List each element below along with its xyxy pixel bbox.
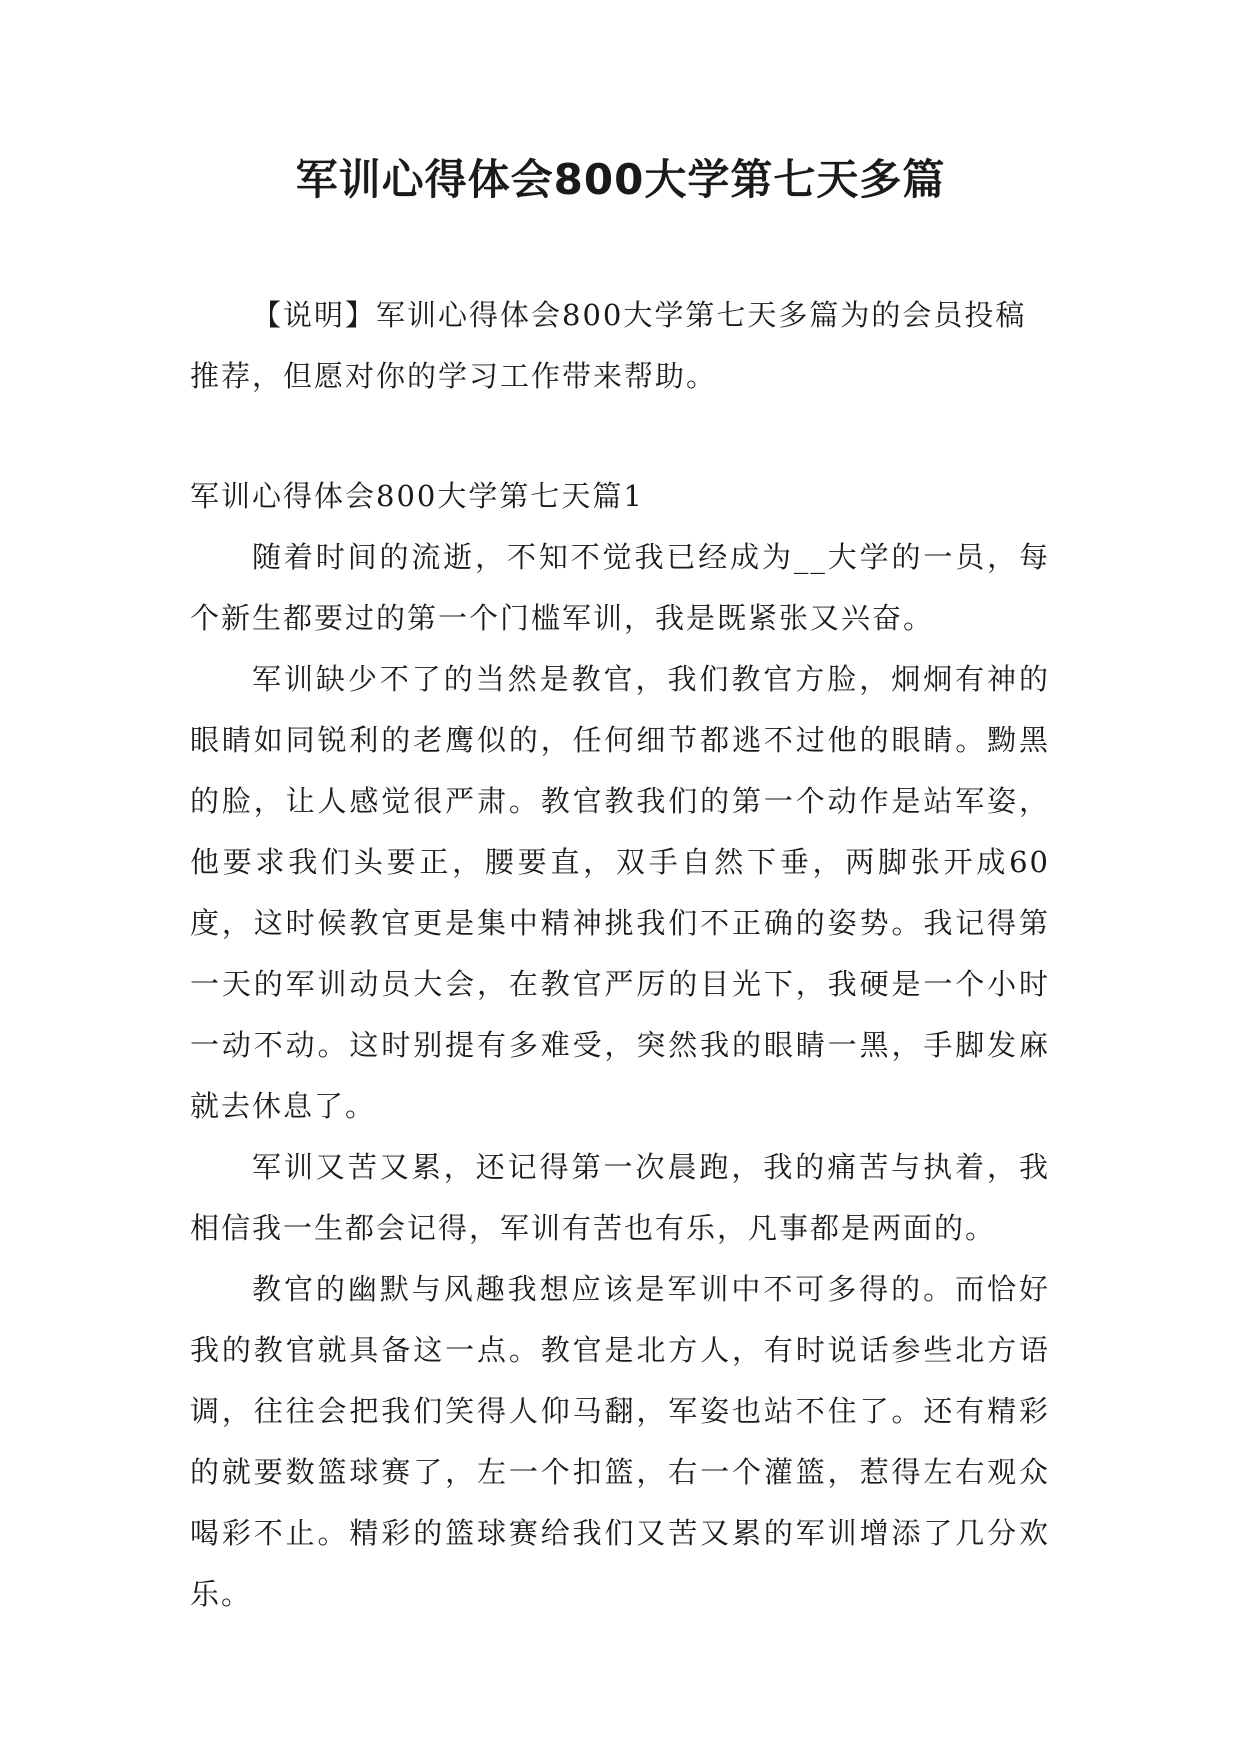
paragraph: 随着时间的流逝，不知不觉我已经成为__大学的一员，每个新生都要过的第一个门槛军训，我是既紧张又兴奋。 xyxy=(190,540,1050,635)
paragraph: 军训缺少不了的当然是教官，我们教官方脸，炯炯有神的眼睛如同锐利的老鹰似的，任何细节都逃不过他的眼睛。黝黑的脸，让人感觉很严肃。教官教我们的第一个动作是站军姿，他要求我们头要正，腰要直，双手自然下垂，两脚张开成60度，这时候教官更是集中精神挑我们不正确的姿势。我记得第一天的军训动员大会，在教官严厉的目光下，我硬是一个小时一动不动。这时别提有多难受，突然我的眼睛一黑，手脚发麻就去休息了。 xyxy=(190,662,1050,1123)
paragraph: 教官的幽默与风趣我想应该是军训中不可多得的。而恰好我的教官就具备这一点。教官是北方人，有时说话参些北方语调，往往会把我们笑得人仰马翻，军姿也站不住了。还有精彩的就要数篮球赛了，左一个扣篮，右一个灌篮，惹得左右观众喝彩不止。精彩的篮球赛给我们又苦又累的军训增添了几分欢乐。 xyxy=(190,1272,1050,1611)
section-body xyxy=(190,527,1050,1625)
section-heading: 军训心得体会800大学第七天篇1 xyxy=(190,479,644,513)
paragraph: 军训又苦又累，还记得第一次晨跑，我的痛苦与执着，我相信我一生都会记得，军训有苦也有乐，凡事都是两面的。 xyxy=(190,1150,1050,1245)
document-title: 军训心得体会800大学第七天多篇 xyxy=(295,155,946,204)
document-note: 【说明】军训心得体会800大学第七天多篇为的会员投稿推荐，但愿对你的学习工作带来帮助。 xyxy=(190,298,1027,393)
